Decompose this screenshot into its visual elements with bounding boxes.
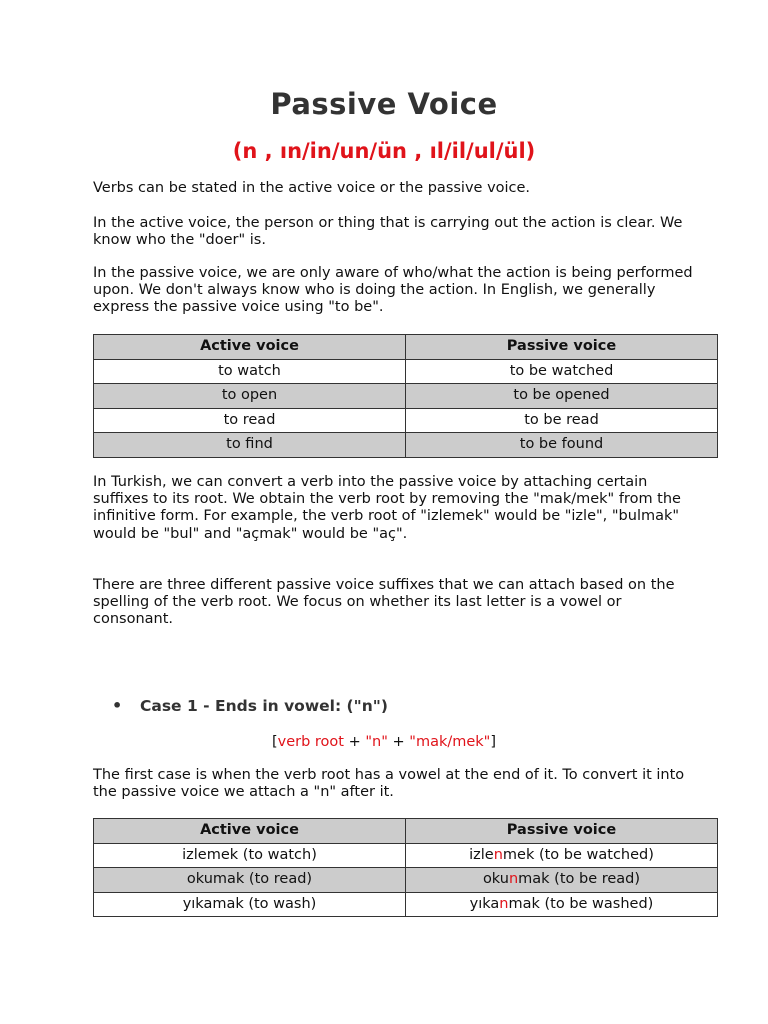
formula-verb-root: verb root	[277, 734, 344, 750]
active-cell: yıkamak (to wash)	[94, 892, 406, 917]
active-cell: izlemek (to watch)	[94, 843, 406, 868]
table-header-row	[94, 335, 718, 360]
passive-ending: mak (to be read)	[518, 871, 641, 888]
passive-ending: mak (to be washed)	[508, 895, 654, 912]
intro-paragraph-3: In the passive voice, we are only aware of who/what the action is being performed upon. We don't always know who is doing the action. In English, we generally express the passive voice using "to be".	[93, 265, 693, 316]
header-active-voice: Active voice	[94, 335, 406, 360]
active-cell: to find	[94, 433, 406, 458]
case-1-heading-text: Case 1 - Ends in vowel: ("n")	[140, 697, 388, 715]
formula-plus: +	[344, 734, 366, 750]
passive-cell: to be opened	[406, 384, 718, 409]
table-header-row	[94, 819, 718, 844]
passive-root: oku	[482, 871, 509, 888]
intro-paragraph-2: In the active voice, the person or thing that is carrying out the action is clear. We know who the "doer" is.	[93, 215, 683, 249]
bullet-icon: •	[112, 696, 123, 715]
active-cell: to open	[94, 384, 406, 409]
passive-ending: mek (to be watched)	[502, 846, 654, 863]
page-title: Passive Voice	[270, 87, 498, 121]
case-1-description: The first case is when the verb root has a vowel at the end of it. To convert it into the passive voice we attach a "n" after it.	[93, 767, 685, 801]
passive-suffix: n	[508, 871, 519, 888]
suffix-subtitle: (n , ın/in/un/ün , ıl/il/ul/ül)	[232, 139, 536, 163]
passive-root: yıka	[469, 895, 500, 912]
passive-cell	[406, 843, 718, 868]
formula-plus: +	[387, 734, 410, 750]
active-cell: to watch	[94, 359, 406, 384]
turkish-paragraph-1: In Turkish, we can convert a verb into the passive voice by attaching certain suffixes to its root. We obtain the verb root by removing the "mak/mek" from the infinitive form. For example, the verb root of "izlemek" would be "izle", "bulmak" would be "bul" and "açmak" would be "aç".	[93, 474, 681, 542]
passive-suffix: n	[493, 846, 503, 863]
intro-paragraph-1: Verbs can be stated in the active voice or the passive voice.	[93, 180, 531, 196]
passive-cell	[406, 892, 718, 917]
header-active-voice: Active voice	[94, 819, 406, 844]
formula-mak-mek: "mak/mek"	[409, 734, 491, 750]
table-row	[94, 359, 718, 384]
formula-open-bracket: [	[271, 734, 278, 750]
table-row	[94, 843, 718, 868]
header-passive-voice: Passive voice	[406, 819, 718, 844]
passive-cell: to be found	[406, 433, 718, 458]
table-row	[94, 892, 718, 917]
table-row	[94, 433, 718, 458]
passive-suffix: n	[499, 895, 509, 912]
passive-root: izle	[469, 846, 494, 863]
table-row	[94, 868, 718, 893]
case-1-formula	[0, 733, 768, 751]
turkish-paragraph-2: There are three different passive voice suffixes that we can attach based on the spelling of the verb root. We focus on whether its last letter is a vowel or consonant.	[93, 577, 675, 628]
formula-suffix-n: "n"	[365, 734, 388, 750]
passive-cell: to be watched	[406, 359, 718, 384]
passive-cell: to be read	[406, 408, 718, 433]
header-passive-voice: Passive voice	[406, 335, 718, 360]
case-1-heading	[112, 695, 388, 717]
passive-cell	[406, 868, 718, 893]
table-row	[94, 384, 718, 409]
table-row	[94, 408, 718, 433]
formula-close-bracket: ]	[490, 734, 497, 750]
active-cell: to read	[94, 408, 406, 433]
active-cell: okumak (to read)	[94, 868, 406, 893]
turkish-case-1-table	[93, 818, 718, 917]
english-voice-table	[93, 334, 718, 458]
